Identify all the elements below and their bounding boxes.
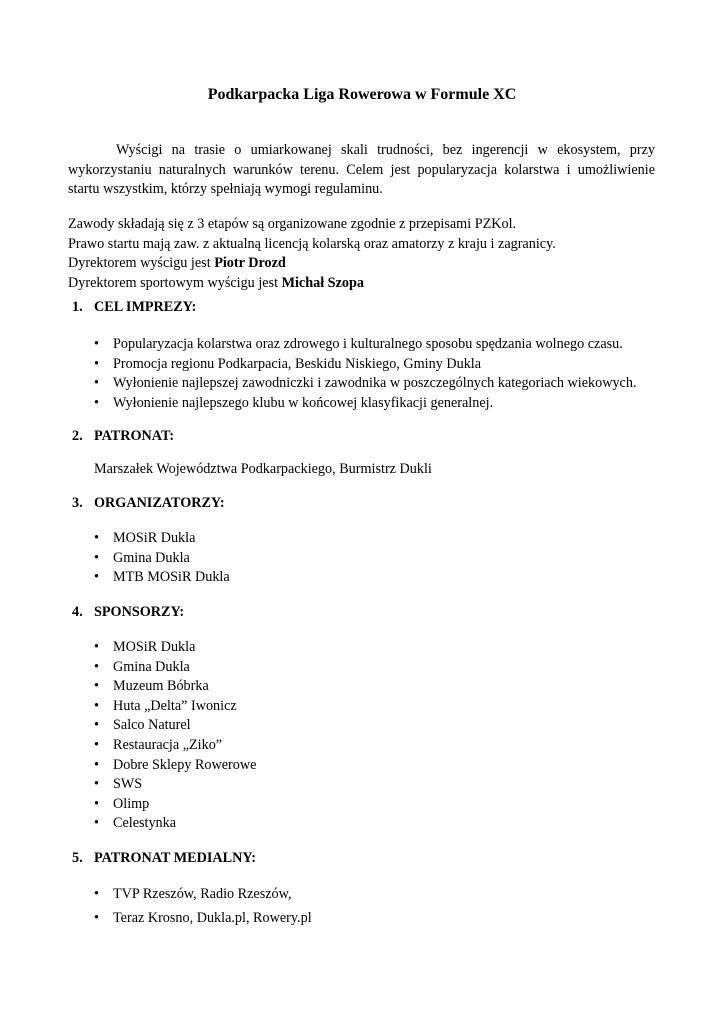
- list-item: [94, 697, 256, 717]
- list-item: [94, 355, 637, 375]
- list-item-text: Gmina Dukla: [113, 658, 190, 675]
- bullet-icon: •: [94, 717, 99, 734]
- list-item-text: MOSiR Dukla: [113, 639, 196, 655]
- list-sponsorzy: [94, 638, 256, 834]
- director-name: Piotr Drozd: [214, 255, 286, 272]
- list-cel-imprezy: [94, 335, 637, 413]
- director-prefix: Dyrektorem wyścigu jest: [68, 255, 215, 272]
- patronat-text: Marszałek Województwa Podkarpackiego, Burmistrz Dukli: [94, 461, 432, 477]
- list-item: [94, 756, 256, 776]
- list-organizatorzy: [94, 529, 230, 588]
- section-title: PATRONAT MEDIALNY:: [94, 850, 256, 866]
- list-item-text: Restauracja „Ziko”: [113, 736, 223, 753]
- list-item-text: TVP Rzeszów, Radio Rzeszów,: [113, 886, 292, 902]
- section-number: 2.: [72, 428, 83, 444]
- list-item: [94, 814, 256, 834]
- list-item-text: SWS: [113, 776, 143, 793]
- sport-director-prefix: Dyrektorem sportowym wyścigu jest: [68, 274, 282, 291]
- document-title: Podkarpacka Liga Rowerowa w Formule XC: [207, 86, 517, 103]
- section-heading-patronat: [72, 427, 174, 447]
- list-item-text: Salco Naturel: [113, 717, 191, 734]
- bullet-icon: •: [94, 355, 99, 372]
- list-item: [94, 775, 256, 795]
- bullet-icon: •: [94, 530, 99, 546]
- list-item: [94, 394, 637, 414]
- list-item-text: Promocja regionu Podkarpacia, Beskidu Niskiego, Gminy Dukla: [113, 355, 482, 372]
- bullet-icon: •: [94, 336, 99, 352]
- section-heading-sponsorzy: [72, 603, 184, 623]
- section-title: SPONSORZY:: [94, 604, 185, 620]
- bullet-icon: •: [94, 886, 99, 902]
- bullet-icon: •: [94, 776, 99, 793]
- section-number: 5.: [72, 850, 83, 866]
- list-item: [94, 549, 230, 569]
- list-item-text: Dobre Sklepy Rowerowe: [113, 756, 257, 773]
- info-line-eligibility: Prawo startu mają zaw. z aktualną licencją kolarską oraz amatorzy z kraju i zagranicy.: [68, 235, 556, 252]
- list-item-text: Olimp: [113, 795, 150, 812]
- section-title: PATRONAT:: [94, 428, 175, 444]
- bullet-icon: •: [94, 795, 99, 812]
- list-item-text: MOSiR Dukla: [113, 530, 196, 546]
- list-item: [94, 568, 230, 588]
- intro-paragraph: Wyścigi na trasie o umiarkowanej skali trudności, bez ingerencji w ekosystem, przy wykorzystaniu naturalnych warunków terenu. Celem jest popularyzacja kolarstwa i umożliwienie startu wszystkim, którzy spełniają wymogi regulaminu.: [68, 142, 655, 198]
- list-patronat-medialny: [94, 885, 312, 928]
- bullet-icon: •: [94, 736, 99, 753]
- bullet-icon: •: [94, 375, 99, 392]
- list-item: [94, 529, 230, 549]
- bullet-icon: •: [94, 639, 99, 655]
- bullet-icon: •: [94, 394, 99, 411]
- info-line-sport-director: [68, 274, 655, 294]
- section-number: 4.: [72, 604, 83, 620]
- list-item-text: Gmina Dukla: [113, 549, 190, 566]
- bullet-icon: •: [94, 549, 99, 566]
- list-item: [94, 909, 312, 929]
- bullet-icon: •: [94, 697, 99, 714]
- section-heading-patronat-medialny: [72, 849, 256, 869]
- list-item: [94, 335, 637, 355]
- list-item-text: Wyłonienie najlepszej zawodniczki i zawodnika w poszczególnych kategoriach wiekowych.: [113, 375, 637, 392]
- list-item-text: Huta „Delta” Iwonicz: [113, 697, 237, 714]
- section-heading-cel-imprezy: [72, 298, 196, 318]
- bullet-icon: •: [94, 678, 99, 695]
- info-line-stages: Zawody składają się z 3 etapów są organizowane zgodnie z przepisami PZKol.: [68, 216, 517, 232]
- list-item: [94, 736, 256, 756]
- sport-director-name: Michał Szopa: [281, 274, 364, 291]
- list-item-text: Teraz Krosno, Dukla.pl, Rowery.pl: [113, 909, 312, 926]
- list-item: [94, 658, 256, 678]
- info-block: [68, 215, 655, 293]
- list-item-text: MTB MOSiR Dukla: [113, 569, 230, 586]
- section-number: 3.: [72, 495, 83, 511]
- list-item: [94, 795, 256, 815]
- list-item: [94, 677, 256, 697]
- list-item-text: Wyłonienie najlepszego klubu w końcowej klasyfikacji generalnej.: [113, 394, 494, 411]
- list-item: [94, 716, 256, 736]
- section-title: ORGANIZATORZY:: [94, 495, 225, 511]
- info-line-director: [68, 254, 655, 274]
- bullet-icon: •: [94, 909, 99, 926]
- section-heading-organizatorzy: [72, 494, 225, 514]
- list-item-text: Celestynka: [113, 815, 177, 832]
- list-item: [94, 374, 637, 394]
- bullet-icon: •: [94, 569, 99, 586]
- list-item-text: Popularyzacja kolarstwa oraz zdrowego i kulturalnego sposobu spędzania wolnego czasu.: [113, 336, 623, 352]
- bullet-icon: •: [94, 815, 99, 832]
- bullet-icon: •: [94, 756, 99, 773]
- section-number: 1.: [72, 299, 83, 315]
- list-item-text: Muzeum Bóbrka: [113, 678, 209, 695]
- list-item: [94, 638, 256, 658]
- list-item: [94, 885, 312, 905]
- section-title: CEL IMPREZY:: [94, 299, 197, 315]
- bullet-icon: •: [94, 658, 99, 675]
